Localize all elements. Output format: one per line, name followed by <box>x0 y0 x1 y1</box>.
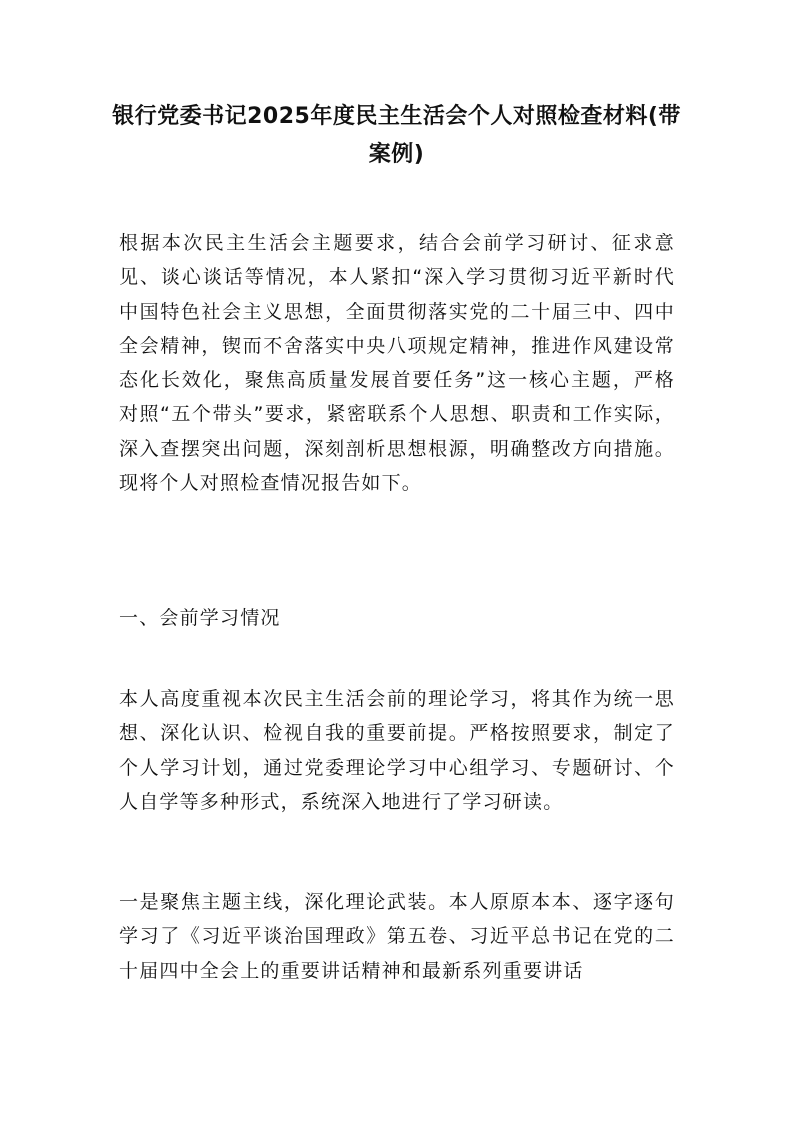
study-paragraph: 本人高度重视本次民主生活会前的理论学习，将其作为统一思想、深化认识、检视自我的重要前提。严格按照要求，制定了个人学习计划，通过党委理论学习中心组学习、专题研讨、个人自学等多种形式，系统深入地进行了学习研读。 <box>119 688 675 813</box>
point-one-paragraph: 一是聚焦主题主线，深化理论武装。本人原原本本、逐字逐句学习了《习近平谈治国理政》第五卷、习近平总书记在党的二十届四中全会上的重要讲话精神和最新系列重要讲话 <box>119 891 675 982</box>
intro-paragraph: 根据本次民主生活会主题要求，结合会前学习研讨、征求意见、谈心谈话等情况，本人紧扣“深入学习贯彻习近平新时代中国特色社会主义思想，全面贯彻落实党的二十届三中、四中全会精神，锲而不舍落实中央八项规定精神，推进作风建设常态化长效化，聚焦高质量发展首要任务”这一核心主题，严格对照“五个带头”要求，紧密联系个人思想、职责和工作实际，深入查摆突出问题，深刻剖析思想根源，明确整改方向措施。现将个人对照检查情况报告如下。 <box>119 232 675 495</box>
document-title: 银行党委书记2025年度民主生活会个人对照检查材料(带案例) <box>112 104 681 167</box>
section-heading-study: 一、会前学习情况 <box>119 607 281 629</box>
